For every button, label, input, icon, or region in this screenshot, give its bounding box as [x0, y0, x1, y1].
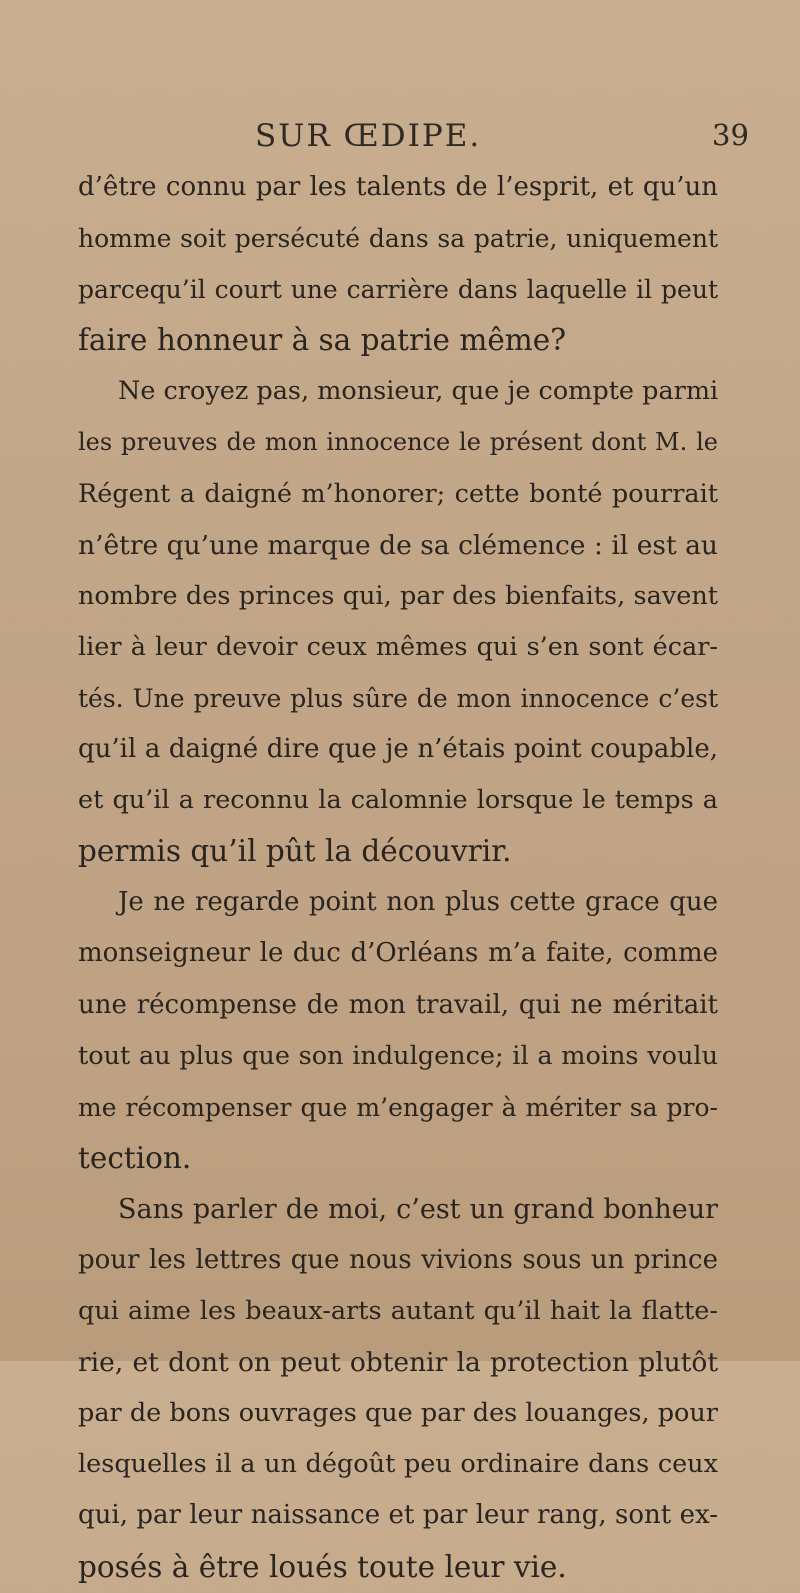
text-line: d’être connu par les talents de l’esprit, et qu’un	[78, 172, 718, 202]
page-number: 39	[712, 118, 749, 152]
text-line: n’être qu’une marque de sa clémence : il est au	[78, 529, 718, 561]
text-line: qu’il a daigné dire que je n’étais point coupable,	[78, 734, 718, 765]
text-line: Régent a daigné m’honorer; cette bonté pourrait	[78, 478, 718, 509]
text-line: homme soit persécuté dans sa patrie, uniquement	[78, 224, 718, 254]
body-text	[78, 162, 718, 1593]
text-line: qui, par leur naissance et par leur rang, sont ex-	[78, 1500, 718, 1531]
text-line: les preuves de mon innocence le présent dont M. le	[78, 428, 718, 457]
text-line: pour les lettres que nous vivions sous un prince	[78, 1244, 718, 1275]
text-line: et qu’il a reconnu la calomnie lorsque le temps a	[78, 785, 718, 816]
text-line: posés à être loués toute leur vie.	[78, 1549, 567, 1584]
text-line: me récompenser que m’engager à mériter sa pro-	[78, 1092, 718, 1122]
page-header	[0, 118, 800, 162]
text-line: qui aime les beaux-arts autant qu’il hait la flatte-	[78, 1296, 718, 1327]
text-line: lier à leur devoir ceux mêmes qui s’en sont écar-	[78, 631, 718, 662]
paragraph-start-line: Je ne regarde point non plus cette grace que	[118, 887, 718, 918]
text-line: par de bons ouvrages que par des louanges, pour	[78, 1398, 718, 1429]
text-line: lesquelles il a un dégoût peu ordinaire dans ceux	[78, 1449, 718, 1480]
text-line: faire honneur à sa patrie même?	[78, 323, 567, 358]
text-line: permis qu’il pût la découvrir.	[78, 834, 512, 869]
text-line: tout au plus que son indulgence; il a moins voulu	[78, 1040, 718, 1071]
text-line: rie, et dont on peut obtenir la protection plutôt	[78, 1347, 718, 1379]
paragraph-start-line: Ne croyez pas, monsieur, que je compte parmi	[118, 376, 718, 407]
text-line: nombre des princes qui, par des bienfaits, savent	[78, 580, 718, 611]
text-line: tection.	[78, 1140, 192, 1175]
text-line: parcequ’il court une carrière dans laquelle il peut	[78, 275, 718, 305]
paragraph-start-line: Sans parler de moi, c’est un grand bonheur	[118, 1193, 718, 1225]
text-line: une récompense de mon travail, qui ne méritait	[78, 989, 718, 1020]
text-line: monseigneur le duc d’Orléans m’a faite, comme	[78, 938, 718, 969]
running-title: SUR ŒDIPE.	[255, 118, 482, 154]
text-line: tés. Une preuve plus sûre de mon innocence c’est	[78, 683, 718, 713]
